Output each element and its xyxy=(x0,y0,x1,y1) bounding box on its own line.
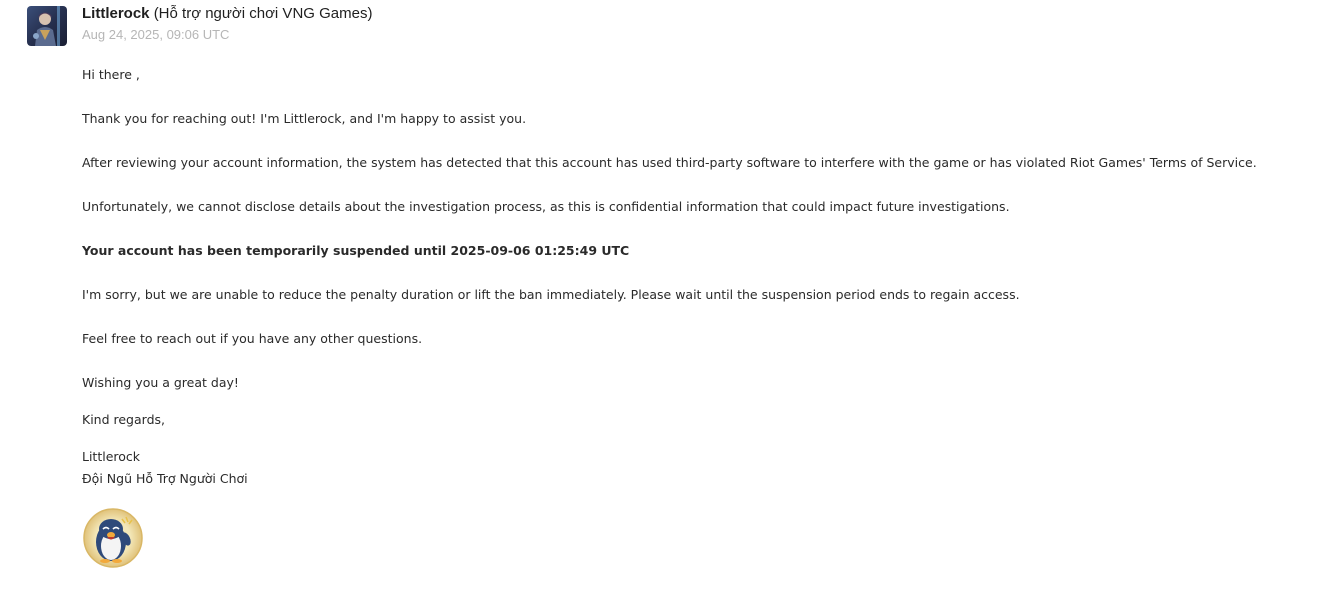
author-line xyxy=(82,5,372,23)
questions-paragraph: Feel free to reach out if you have any other questions. xyxy=(82,331,423,346)
signature-name: Littlerock xyxy=(82,449,141,464)
wish-paragraph: Wishing you a great day! xyxy=(82,375,239,390)
author-avatar[interactable] xyxy=(27,6,67,46)
greeting: Hi there , xyxy=(82,67,140,82)
apology-paragraph: I'm sorry, but we are unable to reduce the penalty duration or lift the ban immediately. Please wait until the suspension period ends to regain access. xyxy=(82,287,1020,302)
penguin-sticker-icon xyxy=(82,507,144,569)
regards-line: Kind regards, xyxy=(82,412,165,427)
signature-team: Đội Ngũ Hỗ Trợ Người Chơi xyxy=(82,471,248,486)
author-org: (Hỗ trợ người chơi VNG Games) xyxy=(153,5,373,22)
comment-timestamp: Aug 24, 2025, 09:06 UTC xyxy=(82,27,230,42)
suspension-notice: Your account has been temporarily suspended until 2025-09-06 01:25:49 UTC xyxy=(82,243,630,258)
confidential-paragraph: Unfortunately, we cannot disclose details about the investigation process, as this is confidential information that could impact future investigations. xyxy=(82,199,1010,214)
intro-paragraph: Thank you for reaching out! I'm Littlerock, and I'm happy to assist you. xyxy=(82,111,527,126)
finding-paragraph: After reviewing your account information, the system has detected that this account has used third-party software to interfere with the game or has violated Riot Games' Terms of Service. xyxy=(82,155,1257,170)
penguin-sticker xyxy=(82,507,144,569)
comment-header xyxy=(82,5,372,43)
author-name[interactable]: Littlerock xyxy=(82,5,150,22)
avatar-portrait-icon xyxy=(27,6,67,46)
